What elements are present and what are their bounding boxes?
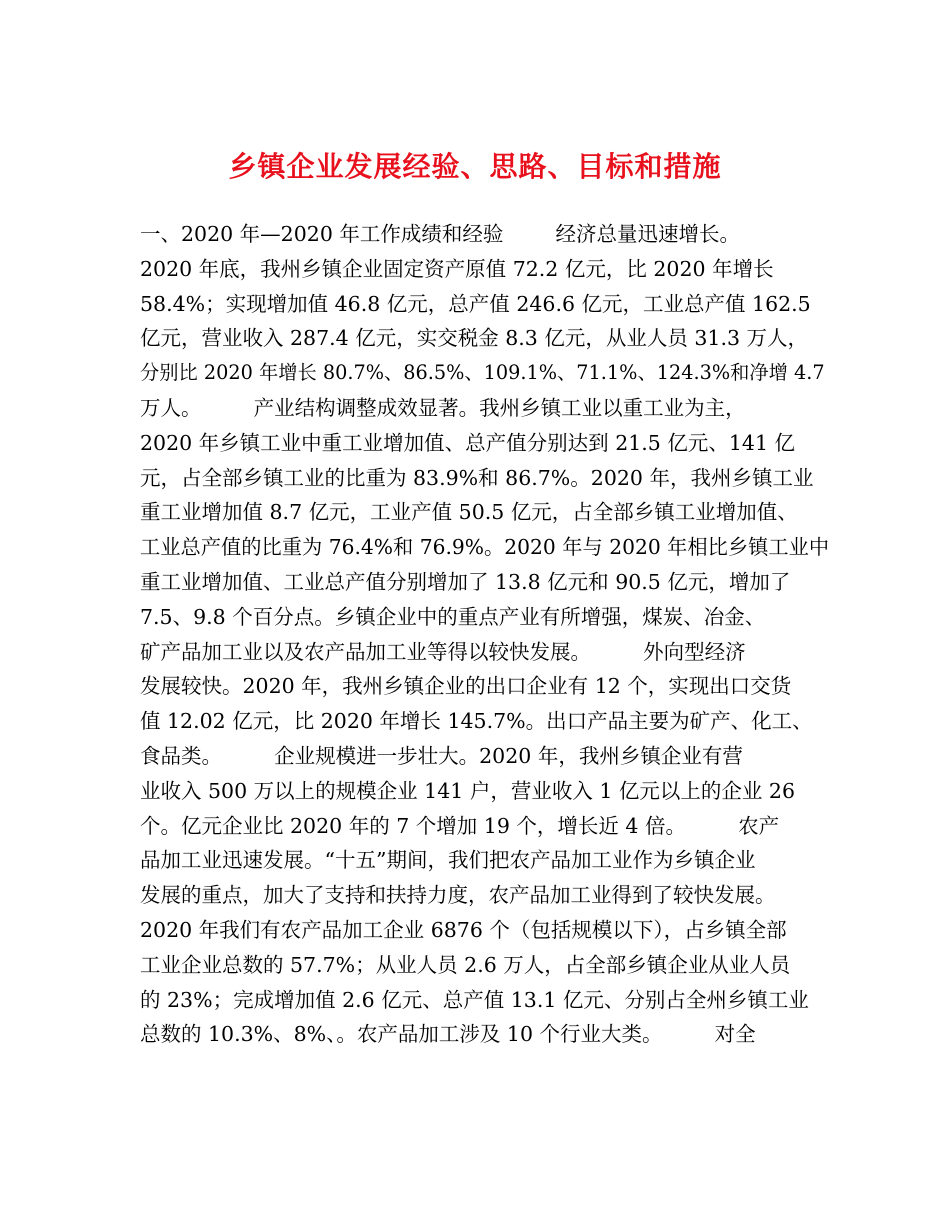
body-line: 万人。 产业结构调整成效显著。我州乡镇工业以重工业为主，	[140, 395, 746, 420]
body-line: 一、2020 年—2020 年工作成绩和经验 经济总量迅速增长。	[140, 222, 741, 246]
document-body	[140, 217, 830, 1052]
document-title: 乡镇企业发展经验、思路、目标和措施	[228, 149, 722, 183]
body-line: 业收入 500 万以上的规模企业 141 户，营业收入 1 亿元以上的企业 26	[140, 778, 795, 803]
body-line: 个。亿元企业比 2020 年的 7 个增加 19 个，增长近 4 倍。 农产	[140, 813, 780, 838]
body-line: 总数的 10.3%、8%、。农产品加工涉及 10 个行业大类。 对全	[140, 1022, 756, 1047]
body-line: 2020 年乡镇工业中重工业增加值、总产值分别达到 21.5 亿元、141 亿	[140, 430, 796, 455]
body-line: 发展较快。2020 年，我州乡镇企业的出口企业有 12 个，实现出口交货	[140, 674, 792, 699]
body-line: 矿产品加工业以及农产品加工业等得以较快发展。 外向型经济	[140, 639, 746, 664]
body-line: 2020 年我们有农产品加工企业 6876 个（包括规模以下），占乡镇全部	[140, 917, 787, 942]
body-line: 重工业增加值、工业总产值分别增加了 13.8 亿元和 90.5 亿元，增加了	[140, 569, 791, 594]
body-line: 元，占全部乡镇工业的比重为 83.9%和 86.7%。2020 年，我州乡镇工业	[140, 465, 814, 490]
body-line: 重工业增加值 8.7 亿元，工业产值 50.5 亿元，占全部乡镇工业增加值、	[140, 500, 798, 525]
body-line: 品加工业迅速发展。“十五”期间，我们把农产品加工业作为乡镇企业	[140, 848, 756, 873]
body-line: 7.5、9.8 个百分点。乡镇企业中的重点产业有所增强，煤炭、冶金、	[140, 604, 766, 629]
body-line: 分别比 2020 年增长 80.7%、86.5%、109.1%、71.1%、124.3%和净增 4.7	[140, 361, 825, 385]
body-line: 工业总产值的比重为 76.4%和 76.9%。2020 年与 2020 年相比乡镇工业中	[140, 535, 830, 560]
body-line: 食品类。 企业规模进一步壮大。2020 年，我州乡镇企业有营	[140, 743, 743, 768]
body-line: 的 23%；完成增加值 2.6 亿元、总产值 13.1 亿元、分别占全州乡镇工业	[140, 987, 809, 1012]
body-line: 亿元，营业收入 287.4 亿元，实交税金 8.3 亿元，从业人员 31.3 万人，	[140, 326, 809, 351]
body-line: 工业企业总数的 57.7%；从业人员 2.6 万人，占全部乡镇企业从业人员	[140, 952, 791, 977]
body-line: 发展的重点，加大了支持和扶持力度，农产品加工业得到了较快发展。	[140, 883, 776, 908]
body-line: 值 12.02 亿元，比 2020 年增长 145.7%。出口产品主要为矿产、化工、	[140, 709, 813, 734]
body-line: 2020 年底，我州乡镇企业固定资产原值 72.2 亿元，比 2020 年增长	[140, 256, 774, 281]
body-line: 58.4%；实现增加值 46.8 亿元，总产值 246.6 亿元，工业总产值 162.5	[140, 291, 811, 316]
